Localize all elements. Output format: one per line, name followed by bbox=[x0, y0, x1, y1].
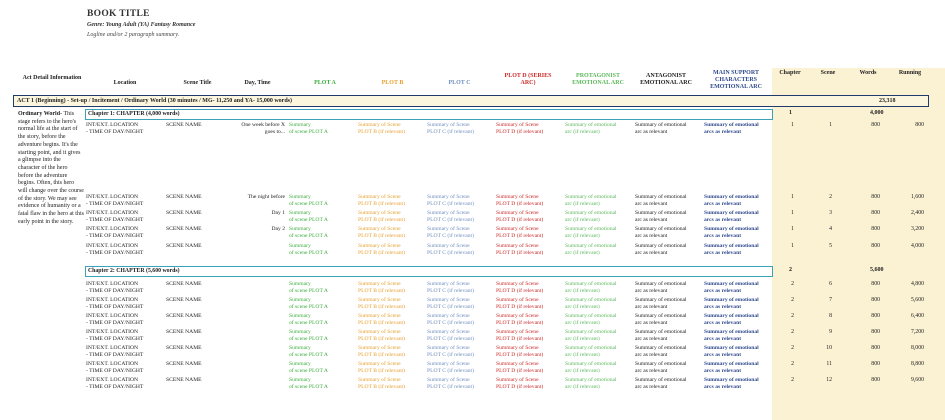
header-protagonist-arc: PROTAGONIST EMOTIONAL ARC bbox=[572, 73, 624, 86]
logline: Logline and/or 2 paragraph summary. bbox=[87, 32, 180, 38]
row-chapter: 2 bbox=[791, 313, 794, 319]
row-scene: 10 bbox=[826, 345, 832, 351]
row-scene: 6 bbox=[829, 281, 832, 287]
row-running: 4,000 bbox=[910, 243, 924, 249]
row-main-support-arc: Summary of emotional arcs as relevant bbox=[704, 377, 759, 390]
row-protagonist-arc: Summary of emotional arc (if relevant) bbox=[565, 377, 617, 390]
row-words: 800 bbox=[871, 297, 880, 303]
row-antagonist-arc: Summary of emotional arc as relevant bbox=[635, 243, 687, 256]
chapter-1-row bbox=[85, 109, 773, 120]
row-protagonist-arc: Summary of emotional arc (if relevant) bbox=[565, 226, 617, 239]
row-words: 800 bbox=[871, 361, 880, 367]
act-1-label: ACT 1 (Beginning) - Set-up / Incitement / Ordinary World (30 minutes / MG- 11,250 and YA- 15,000 words) bbox=[17, 98, 293, 104]
row-plot-b: Summary of Scene PLOT B (if relevant) bbox=[358, 377, 405, 390]
row-plot-b: Summary of Scene PLOT B (if relevant) bbox=[358, 194, 405, 207]
header-antagonist-arc: ANTAGONIST EMOTIONAL ARC bbox=[640, 73, 692, 86]
row-main-support-arc: Summary of emotional arcs as relevant bbox=[704, 345, 759, 358]
row-plot-a: Summary of scene PLOT A bbox=[289, 194, 328, 207]
row-antagonist-arc: Summary of emotional arc as relevant bbox=[635, 329, 687, 342]
row-plot-d: Summary of Scene PLOT D (if relevant) bbox=[496, 210, 544, 223]
row-chapter: 2 bbox=[791, 361, 794, 367]
row-day-time: One week before X goes to... bbox=[241, 122, 285, 135]
chapter-2-row bbox=[85, 266, 773, 277]
row-plot-b: Summary of Scene PLOT B (if relevant) bbox=[358, 243, 405, 256]
row-running: 1,600 bbox=[910, 194, 924, 200]
row-plot-c: Summary of Scene PLOT C (if relevant) bbox=[427, 297, 474, 310]
row-main-support-arc: Summary of emotional arcs as relevant bbox=[704, 361, 759, 374]
row-main-support-arc: Summary of emotional arcs as relevant bbox=[704, 313, 759, 326]
row-antagonist-arc: Summary of emotional arc as relevant bbox=[635, 122, 687, 135]
row-words: 800 bbox=[871, 194, 880, 200]
chapter-2-label: Chapter 2: CHAPTER (5,600 words) bbox=[88, 268, 180, 274]
header-main-support-arc: MAIN SUPPORT CHARACTERS EMOTIONAL ARC bbox=[710, 70, 762, 90]
row-running: 8,800 bbox=[910, 361, 924, 367]
row-plot-c: Summary of Scene PLOT C (if relevant) bbox=[427, 243, 474, 256]
row-plot-c: Summary of Scene PLOT C (if relevant) bbox=[427, 345, 474, 358]
row-scene-title: SCENE NAME bbox=[166, 210, 202, 216]
row-chapter: 1 bbox=[791, 243, 794, 249]
row-chapter: 2 bbox=[791, 297, 794, 303]
row-scene-title: SCENE NAME bbox=[166, 122, 202, 128]
book-title: BOOK TITLE bbox=[87, 9, 150, 19]
row-words: 800 bbox=[871, 210, 880, 216]
row-plot-a: Summary of scene PLOT A bbox=[289, 281, 328, 294]
row-running: 3,200 bbox=[910, 226, 924, 232]
row-protagonist-arc: Summary of emotional arc (if relevant) bbox=[565, 194, 617, 207]
row-main-support-arc: Summary of emotional arcs as relevant bbox=[704, 210, 759, 223]
row-day-time: The night before bbox=[247, 194, 285, 200]
row-plot-b: Summary of Scene PLOT B (if relevant) bbox=[358, 226, 405, 239]
row-protagonist-arc: Summary of emotional arc (if relevant) bbox=[565, 122, 617, 135]
row-words: 800 bbox=[871, 329, 880, 335]
row-scene-title: SCENE NAME bbox=[166, 361, 202, 367]
row-chapter: 2 bbox=[791, 377, 794, 383]
row-plot-d: Summary of Scene PLOT D (if relevant) bbox=[496, 281, 544, 294]
header-plot-c: PLOT C bbox=[448, 80, 471, 86]
row-chapter: 2 bbox=[791, 329, 794, 335]
row-location: INT/EXT. LOCATION - TIME OF DAY/NIGHT bbox=[86, 243, 144, 256]
row-scene: 4 bbox=[829, 226, 832, 232]
row-running: 4,800 bbox=[910, 281, 924, 287]
row-words: 800 bbox=[871, 226, 880, 232]
header-words: Words bbox=[859, 70, 877, 76]
row-plot-b: Summary of Scene PLOT B (if relevant) bbox=[358, 361, 405, 374]
row-words: 800 bbox=[871, 122, 880, 128]
row-running: 9,600 bbox=[910, 377, 924, 383]
act-detail-text: This stage refers to the hero's normal life at the start of the story, before the adventure begins. It's the starting point, and it gives a glimpse into the character of the hero before the adventure begins. Often, this hero will change over the course of the story. We may see evidence of humanity or a fatal flaw in the hero at this early point in the story. bbox=[18, 111, 84, 225]
row-plot-d: Summary of Scene PLOT D (if relevant) bbox=[496, 313, 544, 326]
row-plot-a: Summary of scene PLOT A bbox=[289, 377, 328, 390]
header-chapter: Chapter bbox=[779, 70, 801, 76]
row-running: 6,400 bbox=[910, 313, 924, 319]
row-antagonist-arc: Summary of emotional arc as relevant bbox=[635, 345, 687, 358]
row-scene: 2 bbox=[829, 194, 832, 200]
row-plot-c: Summary of Scene PLOT C (if relevant) bbox=[427, 281, 474, 294]
act-detail-heading: Ordinary World- bbox=[18, 111, 63, 117]
row-plot-a: Summary of scene PLOT A bbox=[289, 243, 328, 256]
row-plot-a: Summary of scene PLOT A bbox=[289, 313, 328, 326]
row-main-support-arc: Summary of emotional arcs as relevant bbox=[704, 243, 759, 256]
row-plot-a: Summary of scene PLOT A bbox=[289, 122, 328, 135]
row-plot-a: Summary of scene PLOT A bbox=[289, 361, 328, 374]
row-chapter: 1 bbox=[791, 226, 794, 232]
row-plot-b: Summary of Scene PLOT B (if relevant) bbox=[358, 297, 405, 310]
row-plot-c: Summary of Scene PLOT C (if relevant) bbox=[427, 329, 474, 342]
header-plot-b: PLOT B bbox=[381, 80, 404, 86]
row-scene-title: SCENE NAME bbox=[166, 243, 202, 249]
row-plot-d: Summary of Scene PLOT D (if relevant) bbox=[496, 377, 544, 390]
row-running: 5,600 bbox=[910, 297, 924, 303]
header-day-time: Day, Time bbox=[244, 80, 271, 86]
row-scene-title: SCENE NAME bbox=[166, 281, 202, 287]
row-scene-title: SCENE NAME bbox=[166, 345, 202, 351]
row-chapter: 2 bbox=[791, 281, 794, 287]
row-plot-b: Summary of Scene PLOT B (if relevant) bbox=[358, 210, 405, 223]
row-chapter: 1 bbox=[791, 194, 794, 200]
act-1-row bbox=[13, 95, 929, 107]
row-scene: 12 bbox=[826, 377, 832, 383]
row-protagonist-arc: Summary of emotional arc (if relevant) bbox=[565, 281, 617, 294]
row-antagonist-arc: Summary of emotional arc as relevant bbox=[635, 297, 687, 310]
row-words: 800 bbox=[871, 313, 880, 319]
row-chapter: 1 bbox=[791, 210, 794, 216]
row-location: INT/EXT. LOCATION - TIME OF DAY/NIGHT bbox=[86, 122, 144, 135]
row-scene-title: SCENE NAME bbox=[166, 329, 202, 335]
row-scene-title: SCENE NAME bbox=[166, 313, 202, 319]
row-words: 800 bbox=[871, 377, 880, 383]
row-antagonist-arc: Summary of emotional arc as relevant bbox=[635, 281, 687, 294]
row-plot-d: Summary of Scene PLOT D (if relevant) bbox=[496, 194, 544, 207]
row-antagonist-arc: Summary of emotional arc as relevant bbox=[635, 361, 687, 374]
row-plot-a: Summary of scene PLOT A bbox=[289, 345, 328, 358]
row-plot-c: Summary of Scene PLOT C (if relevant) bbox=[427, 226, 474, 239]
row-antagonist-arc: Summary of emotional arc as relevant bbox=[635, 313, 687, 326]
row-running: 800 bbox=[915, 122, 924, 128]
row-plot-a: Summary of scene PLOT A bbox=[289, 226, 328, 239]
row-main-support-arc: Summary of emotional arcs as relevant bbox=[704, 226, 759, 239]
row-protagonist-arc: Summary of emotional arc (if relevant) bbox=[565, 313, 617, 326]
row-plot-d: Summary of Scene PLOT D (if relevant) bbox=[496, 361, 544, 374]
row-location: INT/EXT. LOCATION - TIME OF DAY/NIGHT bbox=[86, 281, 144, 294]
row-running: 7,200 bbox=[910, 329, 924, 335]
row-main-support-arc: Summary of emotional arcs as relevant bbox=[704, 122, 759, 135]
act-1-words: 23,318 bbox=[879, 98, 896, 104]
row-scene: 3 bbox=[829, 210, 832, 216]
row-day-time: Day 1 bbox=[271, 210, 285, 216]
row-plot-b: Summary of Scene PLOT B (if relevant) bbox=[358, 345, 405, 358]
row-location: INT/EXT. LOCATION - TIME OF DAY/NIGHT bbox=[86, 210, 144, 223]
header-running: Running bbox=[898, 70, 922, 76]
row-location: INT/EXT. LOCATION - TIME OF DAY/NIGHT bbox=[86, 329, 144, 342]
row-location: INT/EXT. LOCATION - TIME OF DAY/NIGHT bbox=[86, 297, 144, 310]
row-scene-title: SCENE NAME bbox=[166, 194, 202, 200]
row-protagonist-arc: Summary of emotional arc (if relevant) bbox=[565, 243, 617, 256]
row-protagonist-arc: Summary of emotional arc (if relevant) bbox=[565, 297, 617, 310]
row-plot-b: Summary of Scene PLOT B (if relevant) bbox=[358, 122, 405, 135]
row-words: 800 bbox=[871, 243, 880, 249]
row-plot-d: Summary of Scene PLOT D (if relevant) bbox=[496, 329, 544, 342]
row-plot-c: Summary of Scene PLOT C (if relevant) bbox=[427, 210, 474, 223]
row-protagonist-arc: Summary of emotional arc (if relevant) bbox=[565, 329, 617, 342]
row-antagonist-arc: Summary of emotional arc as relevant bbox=[635, 226, 687, 239]
row-protagonist-arc: Summary of emotional arc (if relevant) bbox=[565, 345, 617, 358]
row-protagonist-arc: Summary of emotional arc (if relevant) bbox=[565, 210, 617, 223]
row-main-support-arc: Summary of emotional arcs as relevant bbox=[704, 329, 759, 342]
row-plot-d: Summary of Scene PLOT D (if relevant) bbox=[496, 345, 544, 358]
header-location: Location bbox=[113, 80, 137, 86]
header-act-detail: Act Detail Information bbox=[22, 75, 82, 81]
row-location: INT/EXT. LOCATION - TIME OF DAY/NIGHT bbox=[86, 345, 144, 358]
chapter-2-words: 5,600 bbox=[870, 267, 884, 273]
row-scene-title: SCENE NAME bbox=[166, 297, 202, 303]
genre-line: Genre: Young Adult (YA) Fantasy Romance bbox=[87, 22, 196, 28]
row-location: INT/EXT. LOCATION - TIME OF DAY/NIGHT bbox=[86, 377, 144, 390]
row-plot-b: Summary of Scene PLOT B (if relevant) bbox=[358, 313, 405, 326]
row-plot-a: Summary of scene PLOT A bbox=[289, 297, 328, 310]
row-main-support-arc: Summary of emotional arcs as relevant bbox=[704, 297, 759, 310]
header-scene-title: Scene Title bbox=[183, 80, 212, 86]
row-plot-b: Summary of Scene PLOT B (if relevant) bbox=[358, 329, 405, 342]
row-chapter: 2 bbox=[791, 345, 794, 351]
chapter-1-words: 4,000 bbox=[870, 110, 884, 116]
header-plot-a: PLOT A bbox=[314, 80, 336, 86]
row-plot-a: Summary of scene PLOT A bbox=[289, 329, 328, 342]
row-antagonist-arc: Summary of emotional arc as relevant bbox=[635, 377, 687, 390]
row-main-support-arc: Summary of emotional arcs as relevant bbox=[704, 194, 759, 207]
row-scene: 9 bbox=[829, 329, 832, 335]
row-main-support-arc: Summary of emotional arcs as relevant bbox=[704, 281, 759, 294]
row-plot-c: Summary of Scene PLOT C (if relevant) bbox=[427, 313, 474, 326]
row-scene: 8 bbox=[829, 313, 832, 319]
row-scene-title: SCENE NAME bbox=[166, 226, 202, 232]
row-running: 8,000 bbox=[910, 345, 924, 351]
row-location: INT/EXT. LOCATION - TIME OF DAY/NIGHT bbox=[86, 361, 144, 374]
row-words: 800 bbox=[871, 345, 880, 351]
row-plot-d: Summary of Scene PLOT D (if relevant) bbox=[496, 226, 544, 239]
row-plot-b: Summary of Scene PLOT B (if relevant) bbox=[358, 281, 405, 294]
row-scene: 11 bbox=[826, 361, 832, 367]
header-scene: Scene bbox=[820, 70, 836, 76]
row-protagonist-arc: Summary of emotional arc (if relevant) bbox=[565, 361, 617, 374]
row-location: INT/EXT. LOCATION - TIME OF DAY/NIGHT bbox=[86, 194, 144, 207]
row-location: INT/EXT. LOCATION - TIME OF DAY/NIGHT bbox=[86, 226, 144, 239]
row-scene: 7 bbox=[829, 297, 832, 303]
row-scene: 1 bbox=[829, 122, 832, 128]
row-words: 800 bbox=[871, 281, 880, 287]
header-plot-d: PLOT D (SERIES ARC) bbox=[504, 73, 552, 86]
row-location: INT/EXT. LOCATION - TIME OF DAY/NIGHT bbox=[86, 313, 144, 326]
row-plot-c: Summary of Scene PLOT C (if relevant) bbox=[427, 361, 474, 374]
row-scene-title: SCENE NAME bbox=[166, 377, 202, 383]
row-plot-d: Summary of Scene PLOT D (if relevant) bbox=[496, 122, 544, 135]
row-plot-c: Summary of Scene PLOT C (if relevant) bbox=[427, 122, 474, 135]
row-plot-a: Summary of scene PLOT A bbox=[289, 210, 328, 223]
chapter-1-number: 1 bbox=[789, 110, 792, 116]
row-plot-c: Summary of Scene PLOT C (if relevant) bbox=[427, 194, 474, 207]
row-plot-d: Summary of Scene PLOT D (if relevant) bbox=[496, 297, 544, 310]
row-plot-d: Summary of Scene PLOT D (if relevant) bbox=[496, 243, 544, 256]
chapter-1-label: Chapter 1: CHAPTER (4,000 words) bbox=[88, 111, 180, 117]
row-running: 2,400 bbox=[910, 210, 924, 216]
chapter-2-number: 2 bbox=[789, 267, 792, 273]
row-chapter: 1 bbox=[791, 122, 794, 128]
row-plot-c: Summary of Scene PLOT C (if relevant) bbox=[427, 377, 474, 390]
row-scene: 5 bbox=[829, 243, 832, 249]
row-antagonist-arc: Summary of emotional arc as relevant bbox=[635, 194, 687, 207]
act-detail-info bbox=[18, 111, 84, 271]
row-day-time: Day 2 bbox=[271, 226, 285, 232]
row-antagonist-arc: Summary of emotional arc as relevant bbox=[635, 210, 687, 223]
